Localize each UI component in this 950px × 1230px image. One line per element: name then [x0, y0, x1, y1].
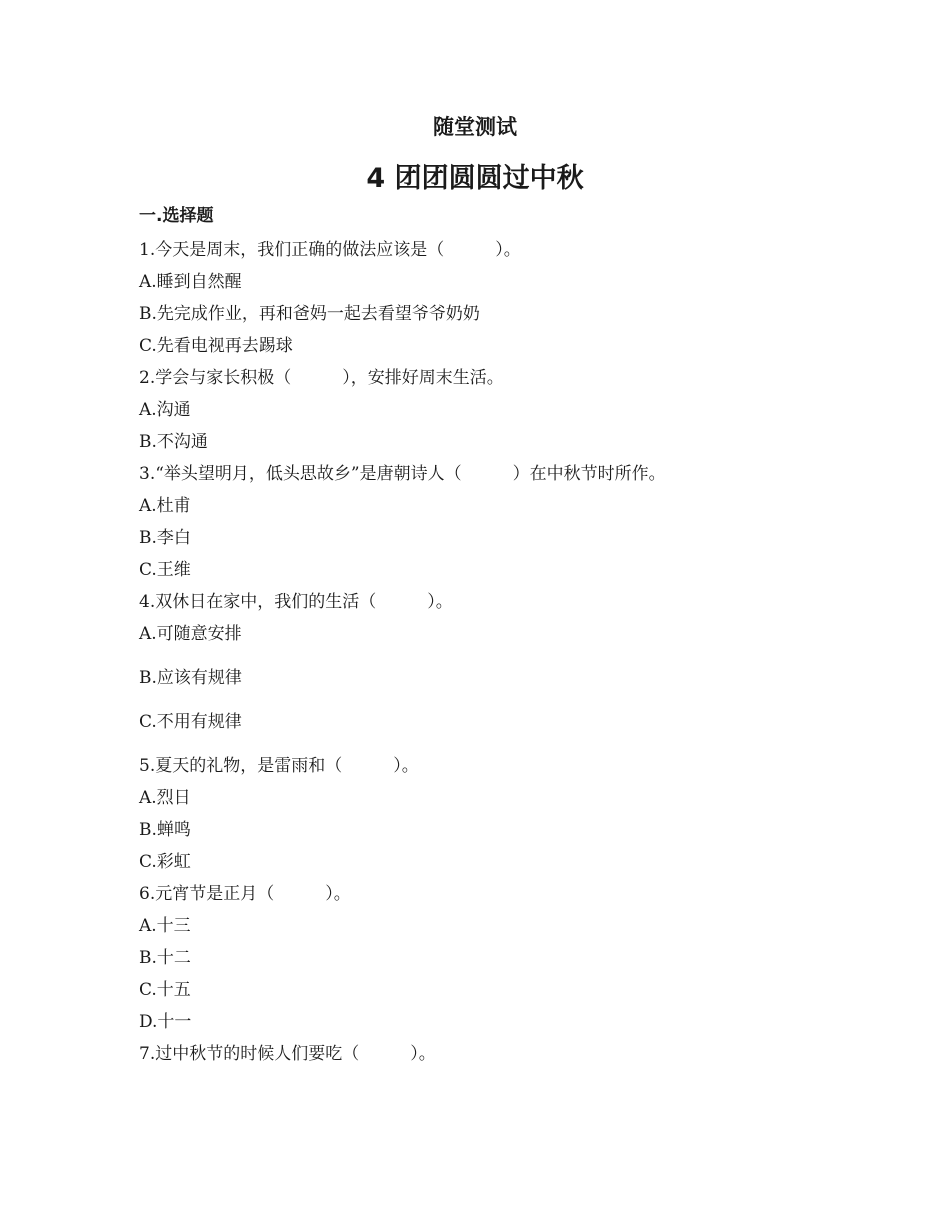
question-list [139, 234, 899, 1070]
question-5-option-b: B.蝉鸣 [139, 820, 191, 840]
question-4-stem: 4.双休日在家中，我们的生活（ ）。 [139, 592, 453, 612]
question-1-stem: 1.今天是周末，我们正确的做法应该是（ ）。 [139, 240, 521, 260]
question-4-option-c: C.不用有规律 [139, 712, 242, 732]
question-5-stem: 5.夏天的礼物，是雷雨和（ ）。 [139, 756, 419, 776]
question-2-option-b: B.不沟通 [139, 432, 208, 452]
question-5-option-a: A.烈日 [139, 788, 191, 808]
question-6-stem: 6.元宵节是正月（ ）。 [139, 884, 351, 904]
question-3-option-b: B.李白 [139, 528, 191, 548]
question-6-option-c: C.十五 [139, 980, 191, 1000]
question-1-option-c: C.先看电视再去踢球 [139, 336, 293, 356]
question-2-stem: 2.学会与家长积极（ ），安排好周末生活。 [139, 368, 504, 388]
question-3-option-c: C.王维 [139, 560, 191, 580]
question-4-option-a: A.可随意安排 [139, 624, 242, 644]
section-heading: 一.选择题 [139, 206, 214, 226]
question-2-option-a: A.沟通 [139, 400, 191, 420]
question-5-option-c: C.彩虹 [139, 852, 191, 872]
question-3-stem: 3.“举头望明月，低头思故乡”是唐朝诗人（ ）在中秋节时所作。 [139, 464, 666, 484]
page-title: 随堂测试 [433, 115, 517, 139]
question-3-option-a: A.杜甫 [139, 496, 191, 516]
question-6-option-b: B.十二 [139, 948, 191, 968]
question-6-option-a: A.十三 [139, 916, 191, 936]
question-4-option-b: B.应该有规律 [139, 668, 242, 688]
question-6-option-d: D.十一 [139, 1012, 192, 1032]
question-1-option-a: A.睡到自然醒 [139, 272, 242, 292]
lesson-title: 4 团团圆圆过中秋 [366, 163, 584, 194]
question-7-stem: 7.过中秋节的时候人们要吃（ ）。 [139, 1044, 436, 1064]
question-1-option-b: B.先完成作业，再和爸妈一起去看望爷爷奶奶 [139, 304, 480, 324]
